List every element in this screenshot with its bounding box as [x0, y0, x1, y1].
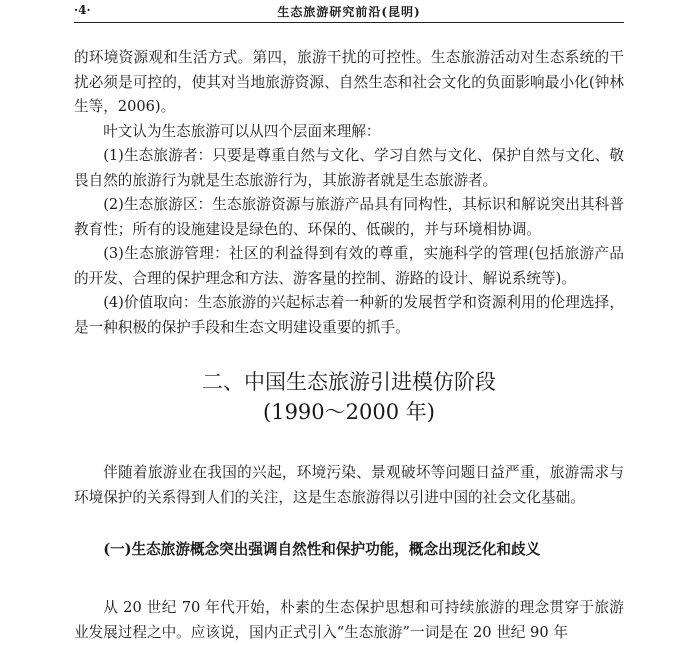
paragraph-subsection-start: 从 20 世纪 70 年代开始，朴素的生态保护思想和可持续旅游的理念贯穿于旅游业发展过程之中。应该说，国内正式引入“生态旅游”一词是在 20 世纪 90 年	[74, 599, 624, 641]
paragraph-item-2: (2)生态旅游区：生态旅游资源与旅游产品具有同构性，其标识和解说突出其科普教育性；所有的设施建设是绿色的、环保的、低碳的，并与环境相协调。	[74, 196, 624, 238]
section-title-line-1: 二、中国生态旅游引进模仿阶段	[202, 370, 496, 394]
paragraph-item-3: (3)生态旅游管理：社区的利益得到有效的尊重，实施科学的管理(包括旅游产品的开发、合理的保护理念和方法、游客量的控制、游路的设计、解说系统等)。	[74, 245, 624, 287]
running-title: 生态旅游研究前沿(昆明)	[277, 5, 421, 19]
section-title-line-2: (1990～2000 年)	[263, 400, 435, 424]
paragraph-intro: 叶文认为生态旅游可以从四个层面来理解：	[103, 122, 381, 140]
body-block-1	[74, 46, 624, 340]
page-number: ·4·	[74, 3, 91, 17]
running-header	[74, 0, 624, 23]
paragraph-item-1: (1)生态旅游者：只要是尊重自然与文化、学习自然与文化、保护自然与文化、敬畏自然的旅游行为就是生态旅游行为，其旅游者就是生态旅游者。	[74, 147, 624, 189]
subsection-title: (一)生态旅游概念突出强调自然性和保护功能，概念出现泛化和歧义	[103, 541, 541, 558]
body-block-2	[74, 461, 624, 510]
paragraph-continuation: 的环境资源观和生活方式。第四，旅游干扰的可控性。生态旅游活动对生态系统的干扰必须是可控的，使其对当地旅游资源、自然生态和社会文化的负面影响最小化(钟林生等，2006)。	[74, 49, 624, 115]
paragraph-section-intro: 伴随着旅游业在我国的兴起，环境污染、景观破坏等问题日益严重，旅游需求与环境保护的关系得到人们的关注，这是生态旅游得以引进中国的社会文化基础。	[74, 464, 624, 506]
paragraph-item-4: (4)价值取向：生态旅游的兴起标志着一种新的发展哲学和资源利用的伦理选择，是一种积极的保护手段和生态文明建设重要的抓手。	[74, 294, 624, 336]
body-block-3	[74, 596, 624, 645]
